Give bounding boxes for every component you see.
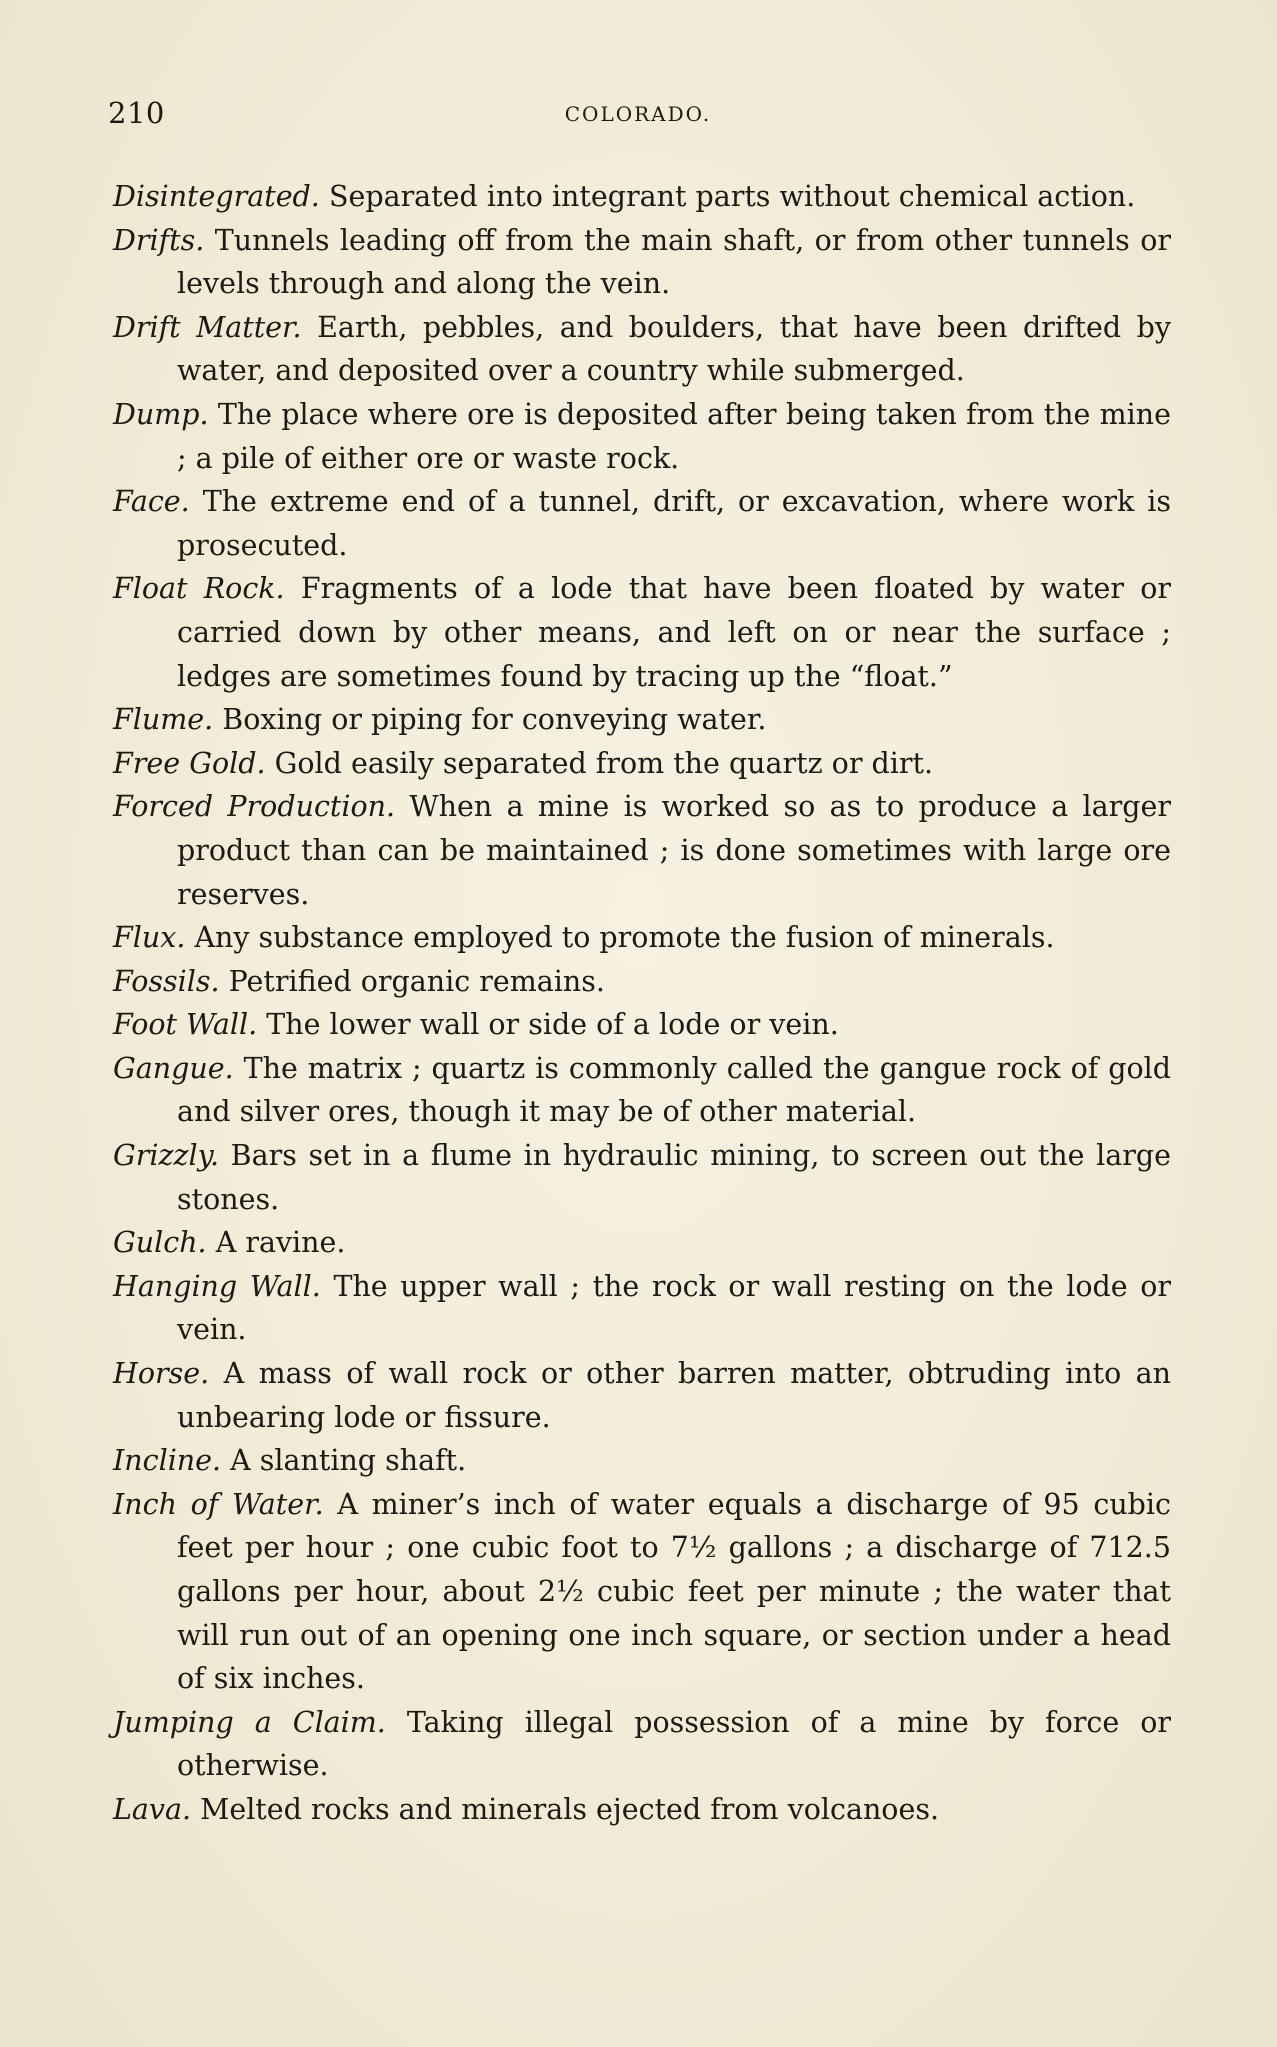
glossary-definition: Gold easily separated from the quartz or dirt. bbox=[274, 746, 934, 780]
glossary-definition: Taking illegal possession of a mine by force or otherwise. bbox=[177, 1705, 1171, 1783]
glossary-definition: A mass of wall rock or other barren matter, obtruding into an unbearing lode or fissure. bbox=[177, 1357, 1172, 1434]
glossary-entry-drift-matter bbox=[113, 306, 1171, 393]
glossary-entry-drifts bbox=[113, 219, 1171, 306]
glossary-definition: Fragments of a lode that have been floated by water or carried down by other means, and left on or near the surface ; ledges are sometimes found by tracing up the “float.” bbox=[177, 572, 1171, 693]
glossary-definition: Bars set in a flume in hydraulic mining, to screen out the large stones. bbox=[177, 1139, 1171, 1216]
glossary-term: Flume. bbox=[113, 703, 214, 737]
glossary-entry-lava bbox=[113, 1788, 1171, 1832]
glossary-entry-hanging-wall bbox=[113, 1265, 1171, 1352]
page-number: 210 bbox=[108, 96, 165, 130]
glossary-entry-horse bbox=[113, 1352, 1171, 1439]
glossary-definition: Earth, pebbles, and boulders, that have been drifted by water, and deposited over a country while submerged. bbox=[177, 310, 1171, 388]
glossary-term: Dump. bbox=[113, 397, 209, 431]
glossary-term: Inch of Water. bbox=[113, 1487, 324, 1521]
glossary-term: Float Rock. bbox=[113, 572, 285, 606]
glossary-entry-grizzly bbox=[113, 1134, 1171, 1221]
glossary-entry-dump bbox=[113, 393, 1171, 480]
glossary-entry-flux bbox=[113, 916, 1171, 960]
glossary-term: Drift Matter. bbox=[113, 310, 302, 344]
glossary-definition: Melted rocks and minerals ejected from volcanoes. bbox=[200, 1792, 940, 1826]
glossary-definition: When a mine is worked so as to produce a larger product than can be maintained ; is done sometimes with large ore reserves. bbox=[177, 790, 1172, 911]
glossary-definition: Separated into integrant parts without chemical action. bbox=[328, 180, 1136, 213]
glossary-entry-jumping-a-claim bbox=[113, 1701, 1171, 1788]
glossary-definition: Boxing or piping for conveying water. bbox=[222, 703, 767, 737]
glossary-definition: A slanting shaft. bbox=[230, 1444, 467, 1478]
glossary-entry-free-gold bbox=[113, 742, 1171, 786]
glossary-term: Incline. bbox=[113, 1444, 222, 1478]
glossary-term: Jumping a Claim. bbox=[113, 1705, 386, 1739]
glossary-definition: Any substance employed to promote the fusion of minerals. bbox=[194, 921, 1055, 955]
glossary-term: Foot Wall. bbox=[113, 1008, 258, 1042]
glossary-definition: The matrix ; quartz is commonly called the gangue rock of gold and silver ores, though it may be of other material. bbox=[177, 1051, 1171, 1129]
glossary-definition: The upper wall ; the rock or wall resting on the lode or vein. bbox=[177, 1269, 1171, 1347]
glossary-entry-gulch bbox=[113, 1221, 1171, 1265]
glossary-definition: Tunnels leading off from the main shaft, or from other tunnels or levels through and along the vein. bbox=[177, 223, 1171, 301]
glossary-definition: The lower wall or side of a lode or vein. bbox=[266, 1008, 839, 1042]
glossary-entry-disintegrated bbox=[113, 175, 1171, 219]
glossary-term: Lava. bbox=[113, 1792, 192, 1826]
glossary-entry-forced-production bbox=[113, 785, 1171, 916]
glossary-term: Gulch. bbox=[113, 1226, 207, 1260]
running-head: COLORADO. bbox=[564, 102, 712, 126]
glossary-entry-inch-of-water bbox=[113, 1483, 1171, 1701]
glossary-definition: A ravine. bbox=[215, 1226, 346, 1260]
glossary-entry-flume bbox=[113, 698, 1171, 742]
glossary-term: Face. bbox=[113, 485, 190, 519]
glossary-term: Grizzly. bbox=[113, 1139, 220, 1173]
page-header bbox=[108, 96, 1168, 136]
glossary-term: Horse. bbox=[113, 1357, 210, 1391]
glossary-term: Drifts. bbox=[113, 223, 205, 257]
glossary-entry-foot-wall bbox=[113, 1003, 1171, 1047]
glossary-term: Gangue. bbox=[113, 1051, 234, 1085]
glossary-entry-gangue bbox=[113, 1047, 1171, 1134]
glossary-entry-float-rock bbox=[113, 567, 1171, 698]
glossary-definition: A miner’s inch of water equals a discharge of 95 cubic feet per hour ; one cubic foot to 7½ gallons ; a discharge of 712.5 gallons per hour, about 2½ cubic feet per minute ; the water that will run out of an opening one inch square, or section under a head of six inches. bbox=[177, 1487, 1172, 1696]
glossary-definition: The extreme end of a tunnel, drift, or excavation, where work is prosecuted. bbox=[177, 485, 1172, 562]
glossary-term: Flux. bbox=[113, 921, 186, 955]
glossary-entry-face bbox=[113, 480, 1171, 567]
glossary-entry-incline bbox=[113, 1439, 1171, 1483]
glossary-term: Hanging Wall. bbox=[113, 1269, 321, 1303]
glossary-definition: The place where ore is deposited after being taken from the mine ; a pile of either ore or waste rock. bbox=[177, 397, 1171, 475]
glossary-term: Free Gold. bbox=[113, 746, 266, 780]
glossary-definition: Petrified organic remains. bbox=[228, 964, 605, 998]
glossary-term: Forced Production. bbox=[113, 790, 396, 824]
glossary-term: Disintegrated. bbox=[113, 180, 320, 213]
glossary-list bbox=[113, 175, 1171, 1832]
glossary-term: Fossils. bbox=[113, 964, 220, 998]
glossary-entry-fossils bbox=[113, 960, 1171, 1004]
